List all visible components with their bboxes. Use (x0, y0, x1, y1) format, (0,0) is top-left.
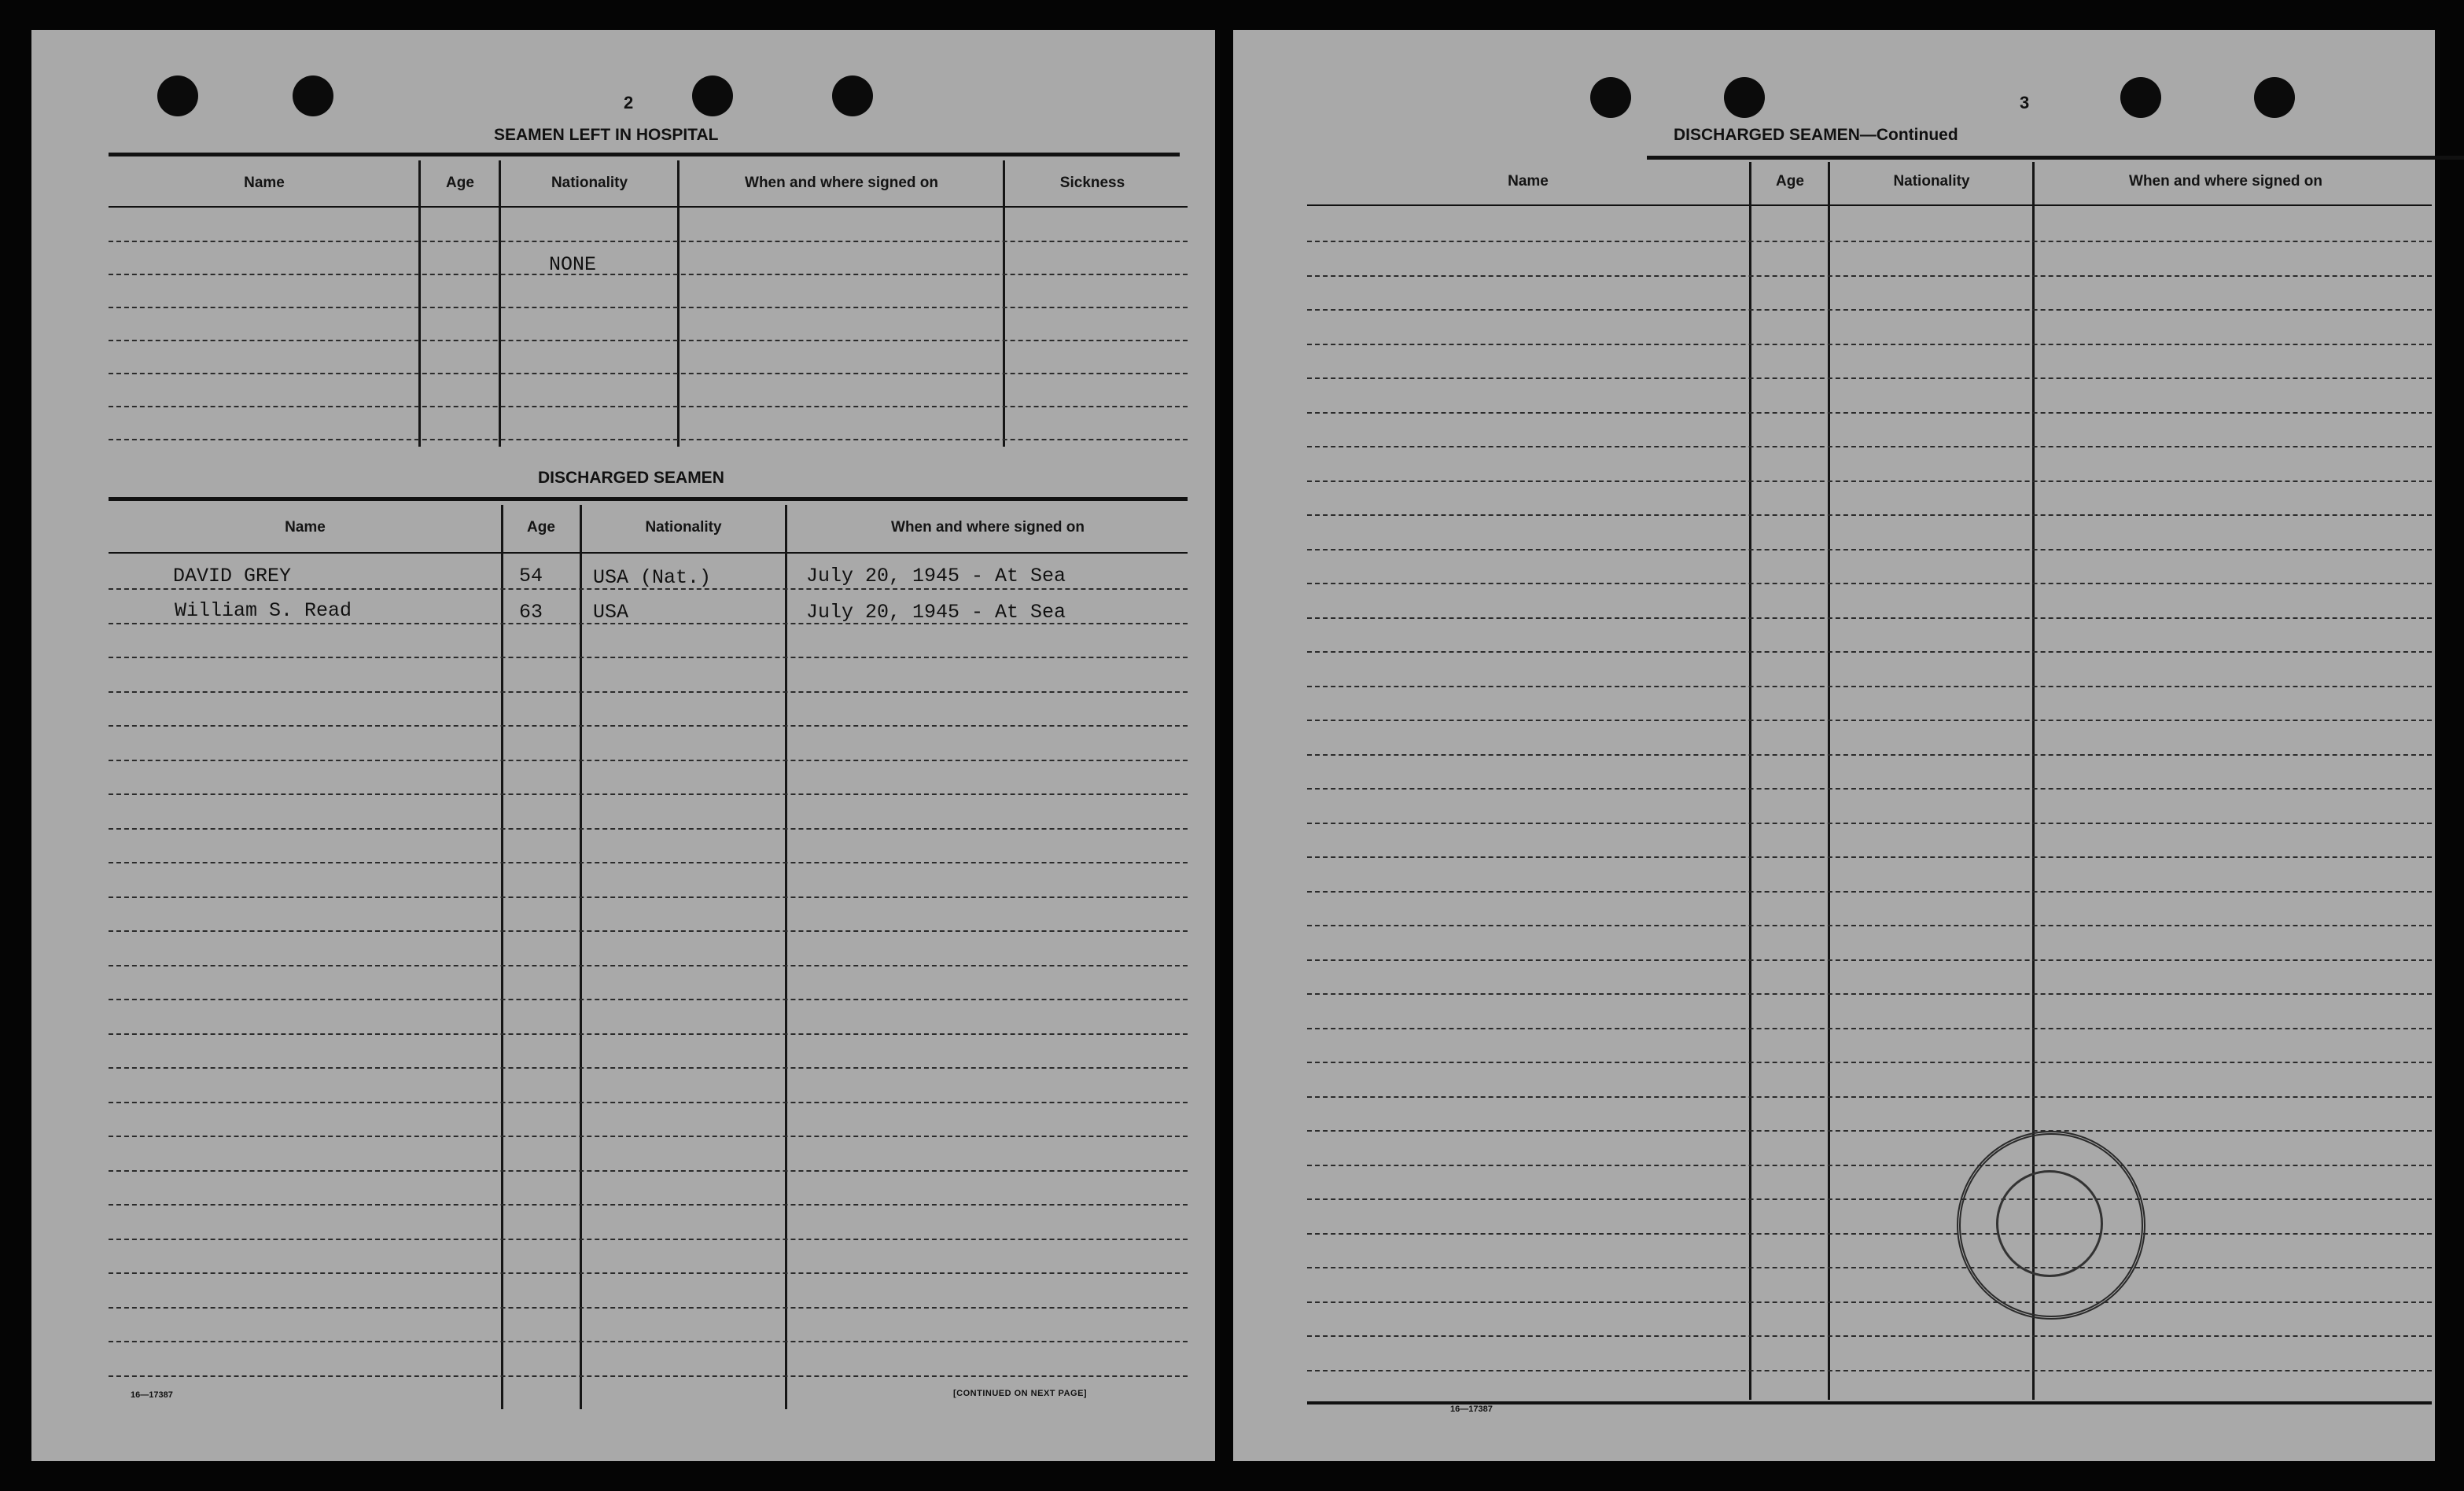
row-line (1307, 651, 2432, 653)
row-line (1307, 1198, 2432, 1200)
row-line (109, 1170, 1188, 1172)
hospital-row-line (109, 340, 1188, 341)
right-header-rule (1307, 204, 2432, 206)
row-line (1307, 1233, 2432, 1235)
discharged-section-title: DISCHARGED SEAMEN (538, 469, 724, 487)
row-line (109, 793, 1188, 795)
hospital-entry-none: NONE (549, 253, 597, 276)
row-line (109, 1136, 1188, 1137)
punch-hole (692, 75, 733, 116)
seaman-name: DAVID GREY (173, 565, 292, 587)
row-line (1307, 1096, 2432, 1098)
discharged-continued-title: DISCHARGED SEAMEN—Continued (1674, 126, 1958, 144)
row-line (109, 1307, 1188, 1309)
row-line (1307, 856, 2432, 858)
punch-hole (157, 75, 198, 116)
hospital-header-nationality: Nationality (551, 175, 628, 191)
form-number: 16—17387 (1450, 1404, 1493, 1414)
row-line (1307, 344, 2432, 345)
row-line (109, 965, 1188, 966)
row-line (1307, 788, 2432, 790)
row-line (1307, 412, 2432, 414)
row-line (1307, 959, 2432, 961)
row-line (1307, 1370, 2432, 1371)
seaman-age: 54 (519, 565, 543, 587)
discharged-top-rule (109, 497, 1188, 501)
row-line (109, 828, 1188, 830)
seaman-nationality: USA (593, 601, 629, 624)
hospital-header-rule (109, 206, 1188, 208)
row-line (109, 1204, 1188, 1206)
seaman-name: William S. Read (175, 599, 352, 622)
punch-hole (1724, 77, 1765, 118)
punch-hole (1590, 77, 1631, 118)
hospital-col-divider (418, 160, 421, 447)
left-page (31, 30, 1215, 1461)
row-line (1307, 754, 2432, 756)
discharged-header-name: Name (285, 519, 326, 536)
row-line (1307, 1301, 2432, 1303)
row-line (1307, 1028, 2432, 1029)
discharged-header-signed-on: When and where signed on (891, 519, 1085, 536)
row-line (109, 657, 1188, 658)
hospital-row-line (109, 439, 1188, 440)
form-number: 16—17387 (131, 1390, 173, 1400)
discharged-header-rule (109, 552, 1188, 554)
row-line (1307, 925, 2432, 926)
row-line (1307, 583, 2432, 584)
row-line (1307, 480, 2432, 482)
row-line (1307, 1165, 2432, 1166)
hospital-row-line (109, 241, 1188, 242)
punch-hole (293, 75, 333, 116)
row-line (1307, 823, 2432, 824)
row-line (1307, 1335, 2432, 1337)
row-line (109, 1341, 1188, 1342)
hospital-col-divider (677, 160, 680, 447)
right-page (1233, 30, 2435, 1461)
seaman-age: 63 (519, 601, 543, 624)
hospital-col-divider (499, 160, 501, 447)
hospital-row-line (109, 406, 1188, 407)
discharged-header-nationality: Nationality (645, 519, 722, 536)
hospital-header-age: Age (446, 175, 474, 191)
row-line (1307, 1130, 2432, 1132)
row-line (109, 1375, 1188, 1377)
row-line (1307, 309, 2432, 311)
continued-note: [CONTINUED ON NEXT PAGE] (953, 1389, 1088, 1398)
row-line (109, 896, 1188, 898)
row-line (1307, 275, 2432, 277)
page-number: 2 (624, 93, 634, 112)
hospital-row-line (109, 307, 1188, 308)
hospital-section-title: SEAMEN LEFT IN HOSPITAL (494, 126, 719, 144)
discharged-header-age: Age (527, 519, 555, 536)
row-line (1307, 241, 2432, 242)
hospital-row-line (109, 274, 1188, 275)
row-line (109, 930, 1188, 932)
seaman-signed-on: July 20, 1945 - At Sea (806, 601, 1066, 624)
right-col-divider (1828, 162, 1830, 1400)
punch-hole (2120, 77, 2161, 118)
hospital-col-divider (1003, 160, 1005, 447)
punch-hole (2254, 77, 2295, 118)
row-line (109, 1102, 1188, 1103)
row-line (109, 725, 1188, 727)
seaman-signed-on: July 20, 1945 - At Sea (806, 565, 1066, 587)
right-header-age: Age (1776, 173, 1804, 190)
row-line (1307, 686, 2432, 687)
right-top-rule (1647, 156, 2464, 160)
row-line (1307, 993, 2432, 995)
seaman-nationality: USA (Nat.) (593, 566, 712, 589)
row-line (109, 760, 1188, 761)
row-line (109, 1239, 1188, 1240)
punch-hole (832, 75, 873, 116)
row-line (109, 1067, 1188, 1069)
row-line (109, 862, 1188, 863)
right-col-divider (1749, 162, 1751, 1400)
hospital-row-line (109, 373, 1188, 374)
row-line (1307, 549, 2432, 550)
row-line (109, 999, 1188, 1000)
row-line (1307, 514, 2432, 516)
row-line (1307, 377, 2432, 379)
row-line (1307, 1062, 2432, 1063)
row-line (1307, 891, 2432, 893)
row-line (109, 1033, 1188, 1035)
row-line (1307, 720, 2432, 721)
right-header-signed-on: When and where signed on (2129, 173, 2322, 190)
postal-stamp-inner-ring (1996, 1170, 2103, 1277)
hospital-header-sickness: Sickness (1059, 175, 1125, 191)
hospital-header-signed-on: When and where signed on (745, 175, 938, 191)
hospital-header-name: Name (244, 175, 285, 191)
hospital-top-rule (109, 153, 1180, 156)
row-line (1307, 617, 2432, 619)
row-line (1307, 1267, 2432, 1268)
row-line (109, 1272, 1188, 1274)
right-header-nationality: Nationality (1893, 173, 1970, 190)
right-header-name: Name (1508, 173, 1549, 190)
row-line (1307, 446, 2432, 447)
page-number: 3 (2020, 93, 2030, 112)
row-line (109, 691, 1188, 693)
